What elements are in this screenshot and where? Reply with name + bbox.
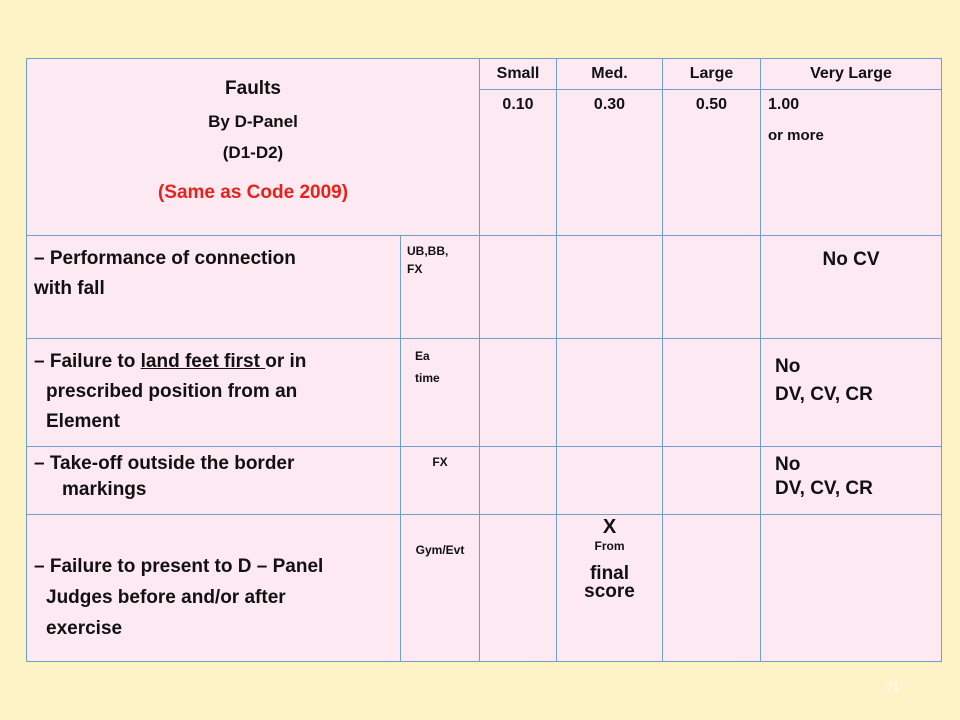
empty-cell — [480, 447, 557, 515]
value-very-large: 1.00 or more — [761, 90, 942, 236]
page-number: 71 — [886, 680, 900, 694]
result-cell: No CV — [761, 236, 942, 339]
table-row — [27, 447, 942, 515]
header-cell — [27, 59, 480, 236]
empty-cell — [663, 339, 761, 447]
final-score-cell: X From final score — [557, 515, 663, 662]
column-header-small: Small — [480, 59, 557, 90]
x-mark: X — [602, 516, 617, 538]
column-header-very-large: Very Large — [761, 59, 942, 90]
fault-description: – Take-off outside the border markings — [27, 447, 401, 515]
header-panel: (D1-D2) — [222, 143, 284, 162]
empty-cell — [557, 447, 663, 515]
fault-description: – Failure to present to D – Panel Judges before and/or after exercise — [27, 515, 401, 662]
apparatus-cell: FX — [401, 447, 480, 515]
fault-description: – Performance of connection with fall — [27, 236, 401, 339]
result-cell: No DV, CV, CR — [761, 447, 942, 515]
apparatus-cell: Ea time — [401, 339, 480, 447]
result-cell: No DV, CV, CR — [761, 339, 942, 447]
value-small: 0.10 — [480, 90, 557, 236]
header-note: (Same as Code 2009) — [157, 182, 349, 203]
empty-cell — [663, 515, 761, 662]
apparatus-cell: Gym/Evt — [401, 515, 480, 662]
column-header-large: Large — [663, 59, 761, 90]
empty-cell — [761, 515, 942, 662]
empty-cell — [663, 447, 761, 515]
header-title: Faults — [225, 78, 281, 99]
apparatus-cell: UB,BB, FX — [401, 236, 480, 339]
fault-description: – Failure to land feet first or in prescribed position from an Element — [27, 339, 401, 447]
value-large: 0.50 — [663, 90, 761, 236]
empty-cell — [557, 339, 663, 447]
empty-cell — [663, 236, 761, 339]
empty-cell — [480, 515, 557, 662]
table-row — [27, 339, 942, 447]
header-subtitle: By D-Panel — [208, 112, 298, 131]
value-very-large-sub: or more — [768, 127, 824, 144]
value-medium: 0.30 — [557, 90, 663, 236]
table-row — [27, 515, 942, 662]
table-row — [27, 236, 942, 339]
column-header-medium: Med. — [557, 59, 663, 90]
faults-table — [26, 58, 942, 662]
empty-cell — [480, 236, 557, 339]
empty-cell — [480, 339, 557, 447]
empty-cell — [557, 236, 663, 339]
